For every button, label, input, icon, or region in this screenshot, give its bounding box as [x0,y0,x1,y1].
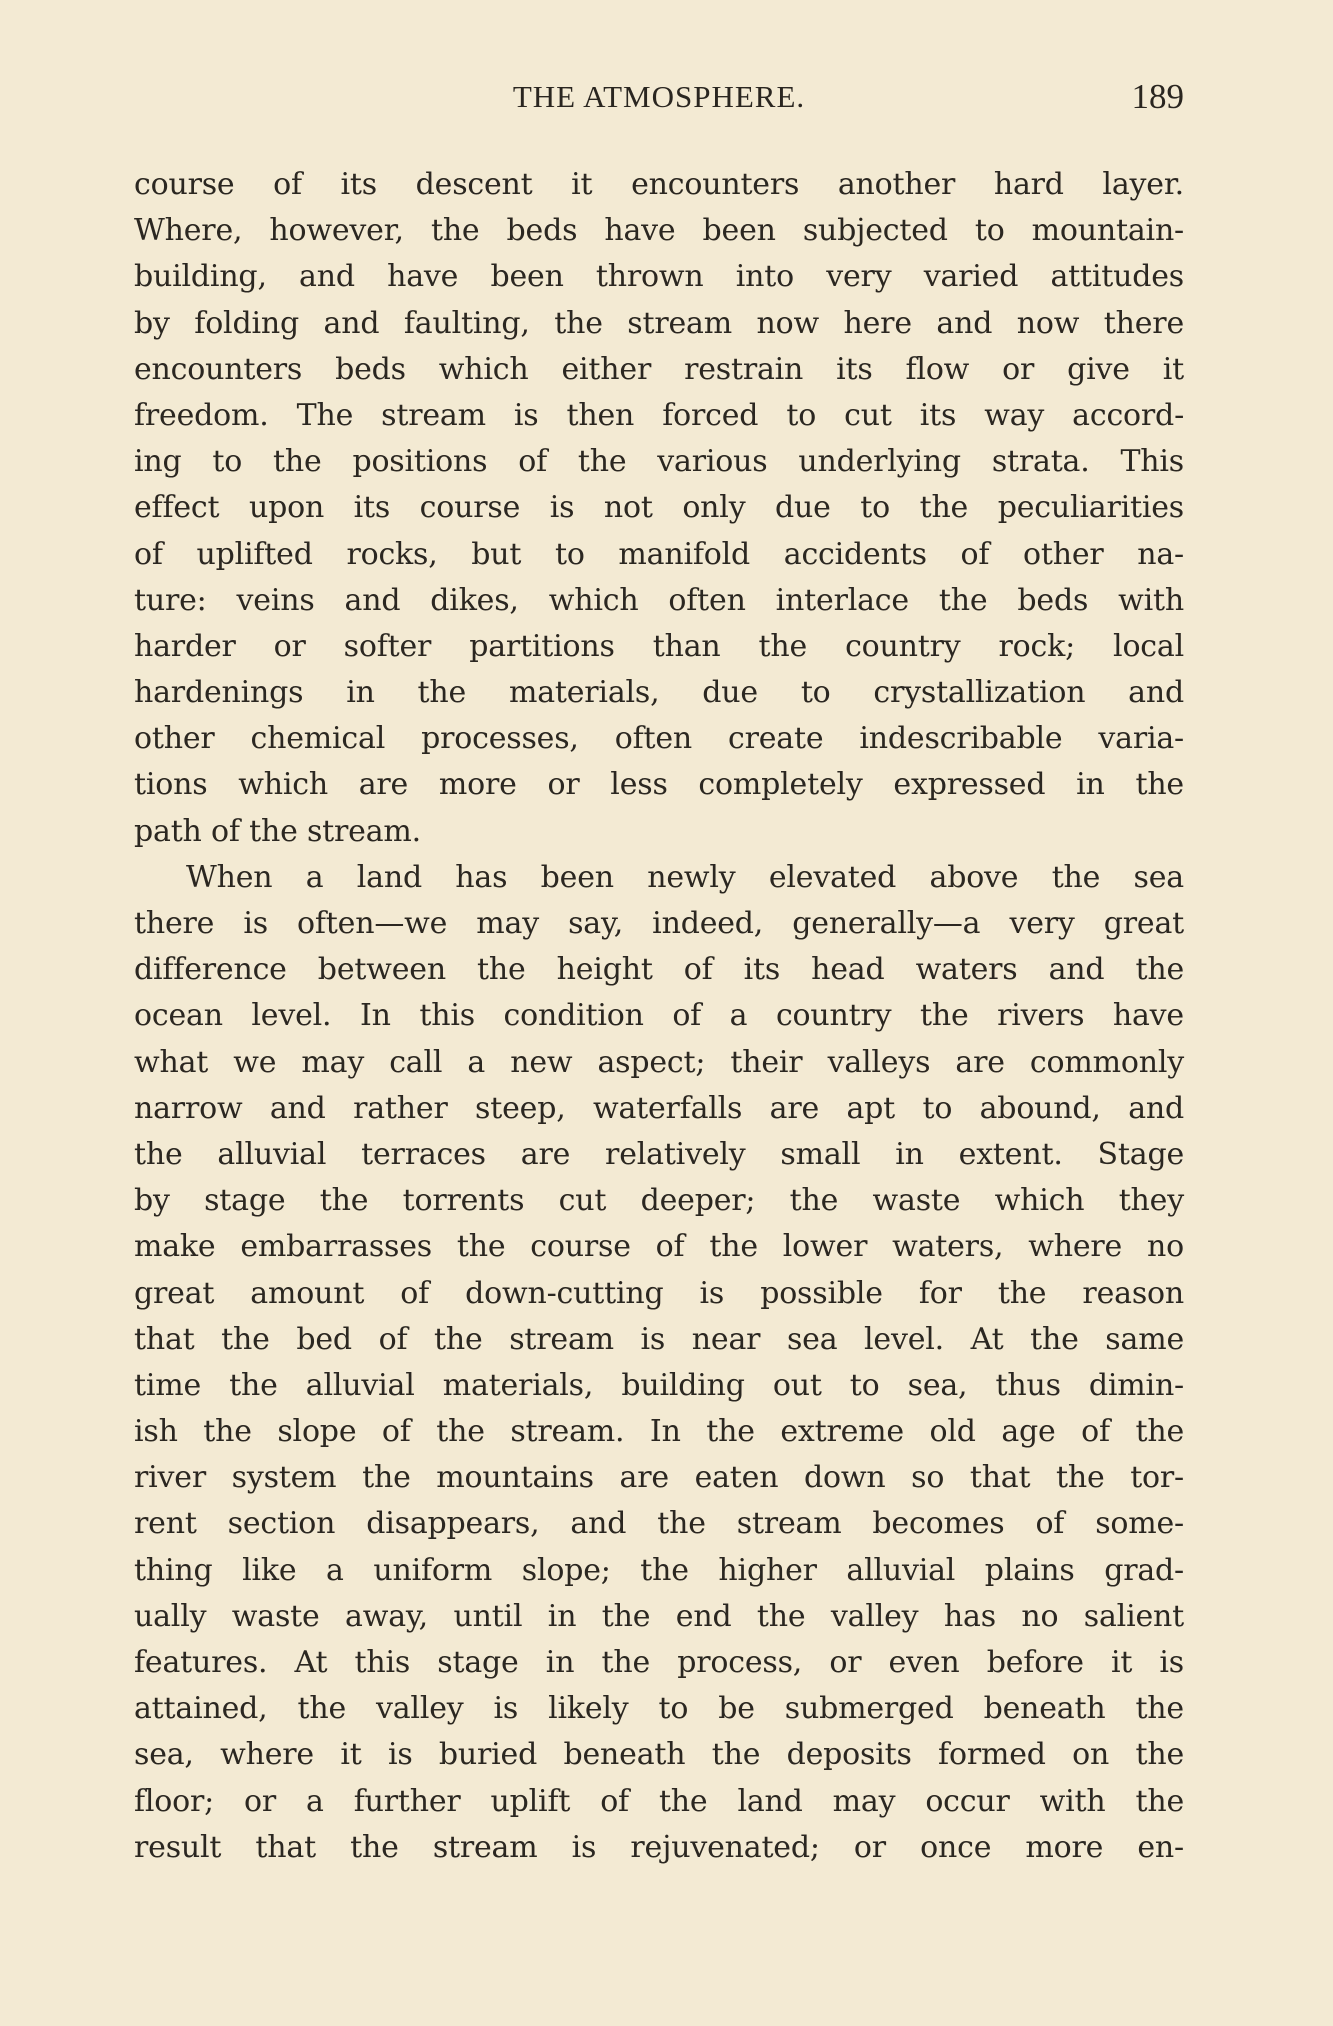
text-line: time the alluvial materials, building out to sea, thus dimin- [134,1367,1184,1403]
text-line: ocean level. In this condition of a country the rivers have [134,998,1184,1034]
text-line: difference between the height of its head waters and the [134,952,1184,988]
running-title: THE ATMOSPHERE. [512,79,806,114]
text-line: Where, however, the beds have been subjected to mountain- [134,213,1184,249]
paragraph-2 [134,855,1184,1871]
text-line: great amount of down-cutting is possible for the reason [134,1275,1184,1311]
page-number: 189 [1131,77,1184,116]
running-head [134,72,1184,122]
text-line: ish the slope of the stream. In the extreme old age of the [134,1414,1184,1450]
text-line: there is often—we may say, indeed, generally—a very great [134,906,1184,941]
text-line: freedom. The stream is then forced to cut its way accord- [134,397,1184,433]
text-line: narrow and rather steep, waterfalls are apt to abound, and [134,1090,1184,1126]
text-line: what we may call a new aspect; their valleys are commonly [134,1044,1184,1080]
text-line: effect upon its course is not only due to the peculiarities [134,490,1184,526]
text-line: sea, where it is buried beneath the deposits formed on the [134,1737,1184,1773]
text-line: attained, the valley is likely to be submerged beneath the [134,1691,1184,1727]
text-line: ture: veins and dikes, which often interlace the beds with [134,582,1184,618]
text-line: harder or softer partitions than the country rock; local [134,628,1184,664]
text-line: course of its descent it encounters another hard layer. [134,167,1184,202]
text-line: rent section disappears, and the stream becomes of some- [134,1506,1184,1542]
text-line: by folding and faulting, the stream now here and now there [134,305,1184,341]
text-line: hardenings in the materials, due to crystallization and [134,675,1184,711]
text-line: river system the mountains are eaten down so that the tor- [134,1460,1184,1496]
text-line: thing like a uniform slope; the higher alluvial plains grad- [134,1552,1184,1588]
text-line: the alluvial terraces are relatively small in extent. Stage [134,1136,1184,1172]
text-line: ually waste away, until in the end the valley has no salient [134,1598,1184,1634]
text-line: make embarrasses the course of the lower waters, where no [134,1229,1184,1265]
text-line: by stage the torrents cut deeper; the waste which they [134,1183,1184,1219]
text-line: of uplifted rocks, but to manifold accidents of other na- [134,536,1184,572]
text-line: When a land has been newly elevated above the sea [186,859,1184,895]
text-line: path of the stream. [134,813,421,849]
text-line: ing to the positions of the various underlying strata. This [134,444,1184,480]
body-text [134,162,1184,1871]
text-line: features. At this stage in the process, or even before it is [134,1645,1184,1680]
text-line: tions which are more or less completely expressed in the [134,767,1184,803]
text-line: floor; or a further uplift of the land may occur with the [134,1783,1184,1819]
text-line: other chemical processes, often create indescribable varia- [134,721,1184,757]
text-line: encounters beds which either restrain its flow or give it [134,351,1184,387]
text-line: that the bed of the stream is near sea level. At the same [134,1321,1184,1357]
text-line: building, and have been thrown into very varied attitudes [134,259,1184,295]
text-line: result that the stream is rejuvenated; or once more en- [134,1829,1184,1865]
paragraph-1 [134,162,1184,855]
